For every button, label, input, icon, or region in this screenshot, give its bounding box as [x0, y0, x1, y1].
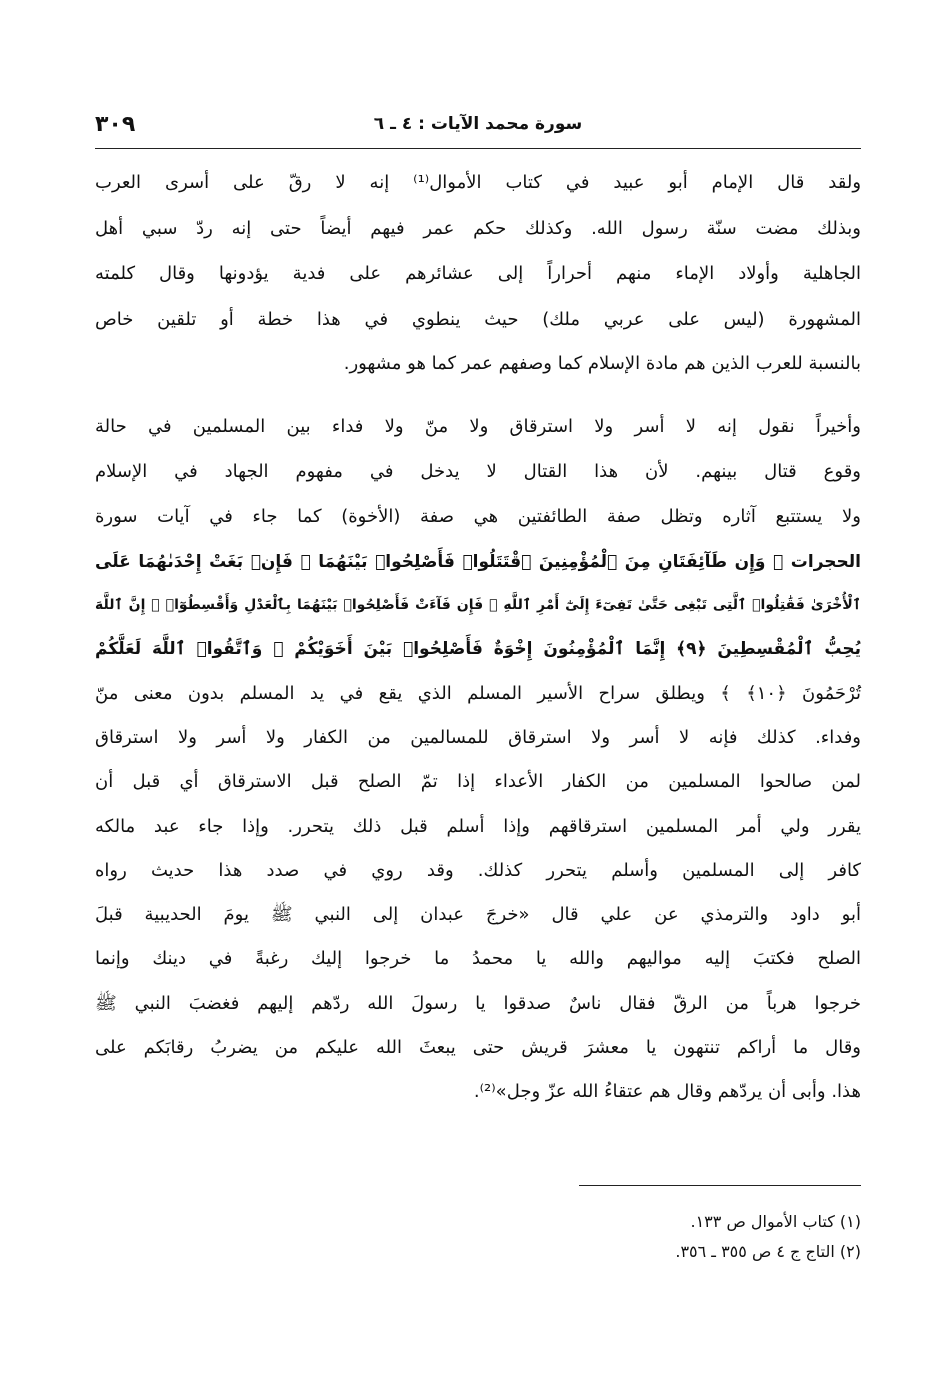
text-line: ولا يستتبع آثاره وتظل صفة الطائفتين هي صفة (الأخوة) كما جاء في آيات سورة [95, 506, 861, 527]
quran-line: يُحِبُّ ٱلْمُقْسِطِينَ ﴿٩﴾ إِنَّمَا ٱلْمُؤْمِنُونَ إِخْوَةٌ فَأَصْلِحُوا۟ بَيْنَ أَخَوَيْكُمْ ۚ وَٱتَّقُوا۟ ٱللَّهَ لَعَلَّكُمْ [95, 639, 861, 659]
text-line: تُرْحَمُونَ ﴿١٠﴾ ﴾ ويطلق سراح الأسير المسلم الذي يقع في يد المسلم بدون معنى منّ [95, 683, 862, 704]
text-line: ولقد قال الإمام أبو عبيد في كتاب الأموال⁽¹⁾ إنه لا رقّ على أسرى العرب [95, 172, 862, 193]
text-line: لمن صالحوا المسلمين من الكفار الأعداء إذا تمّ الصلح قبل الاسترقاق أي قبل أن [95, 771, 861, 792]
text-line: وأخيراً نقول إنه لا أسر ولا استرقاق ولا منّ ولا فداء بين المسلمين في حالة [95, 416, 861, 437]
running-title: سورة محمد الآيات : ٤ ـ ٦ [373, 114, 583, 134]
text-line: بالنسبة للعرب الذين هم مادة الإسلام كما وصفهم عمر كما هو مشهور. [343, 353, 861, 374]
footnote-rule [579, 1185, 861, 1186]
text-line: خرجوا هرباً من الرقّ فقال ناسٌ صدقوا يا رسولَ الله ردّهم إليهم فغضبَ النبي ﷺ [95, 993, 861, 1014]
header-rule [95, 148, 861, 149]
text-line: الصلح فكتبَ إليه مواليهم والله يا محمدُ ما خرجوا إليك رغبةً في دينك وإنما [95, 948, 861, 969]
page-number: ٣٠٩ [95, 112, 136, 137]
footnote-1: (١) كتاب الأموال ص ١٣٣. [690, 1212, 861, 1231]
text-line: كافر إلى المسلمين وأسلم يتحرر كذلك. وقد روي في صدد هذا حديث رواه [95, 860, 861, 881]
text-line: الجاهلية وأولاد الإماء منهم أحراراً إلى عشائرهم على فدية يؤدونها وقال كلمته [95, 263, 861, 284]
text-line: هذا. وأبى أن يردّهم وقال هم عتقاءُ الله عزّ وجل»⁽²⁾. [473, 1081, 861, 1102]
text-line: المشهورة (ليس على عربي ملك) حيث ينطوي في هذا خطة أو تلقين خاص [95, 309, 861, 330]
quran-line: ٱلْأُخْرَىٰ فَقَٰتِلُوا۟ ٱلَّتِى تَبْغِى حَتَّىٰ تَفِىٓءَ إِلَىٰٓ أَمْرِ ٱللَّهِ ۚ فَإِن فَآءَتْ فَأَصْلِحُوا۟ بَيْنَهُمَا بِٱلْعَدْلِ وَأَقْسِطُوٓا۟ ۖ إِنَّ ٱللَّهَ [95, 597, 861, 613]
quran-line: الحجرات ﴿ وَإِن طَآئِفَتَانِ مِنَ ٱلْمُؤْمِنِينَ ٱقْتَتَلُوا۟ فَأَصْلِحُوا۟ بَيْنَهُمَا ۖ فَإِنۢ بَغَتْ إِحْدَىٰهُمَا عَلَى [95, 552, 861, 572]
text-line: يقرر ولي أمر المسلمين استرقاقهم وإذا أسلم قبل ذلك يتحرر. وإذا جاء عبد مالكه [95, 816, 861, 837]
footnote-2: (٢) التاج ج ٤ ص ٣٥٥ ـ ٣٥٦. [675, 1242, 861, 1261]
text-line: وقال ما أراكم تنتهون يا معشرَ قريش حتى يبعثَ الله عليكم من يضربُ رقابَكم على [95, 1037, 861, 1058]
page-header [95, 112, 861, 142]
text-line: أبو داود والترمذي عن علي قال «خرجَ عبدان إلى النبي ﷺ يومَ الحديبية قبلَ [95, 904, 861, 925]
text-line: وقوع قتال بينهم. لأن هذا القتال لا يدخل في مفهوم الجهاد في الإسلام [95, 461, 861, 482]
text-line: وبذلك مضت سنّة رسول الله. وكذلك حكم عمر فيهم أيضاً حتى إنه ردّ سبي أهل [95, 218, 861, 239]
text-line: وفداء. كذلك فإنه لا أسر ولا استرقاق للمسالمين من الكفار ولا أسر ولا استرقاق [95, 727, 861, 748]
